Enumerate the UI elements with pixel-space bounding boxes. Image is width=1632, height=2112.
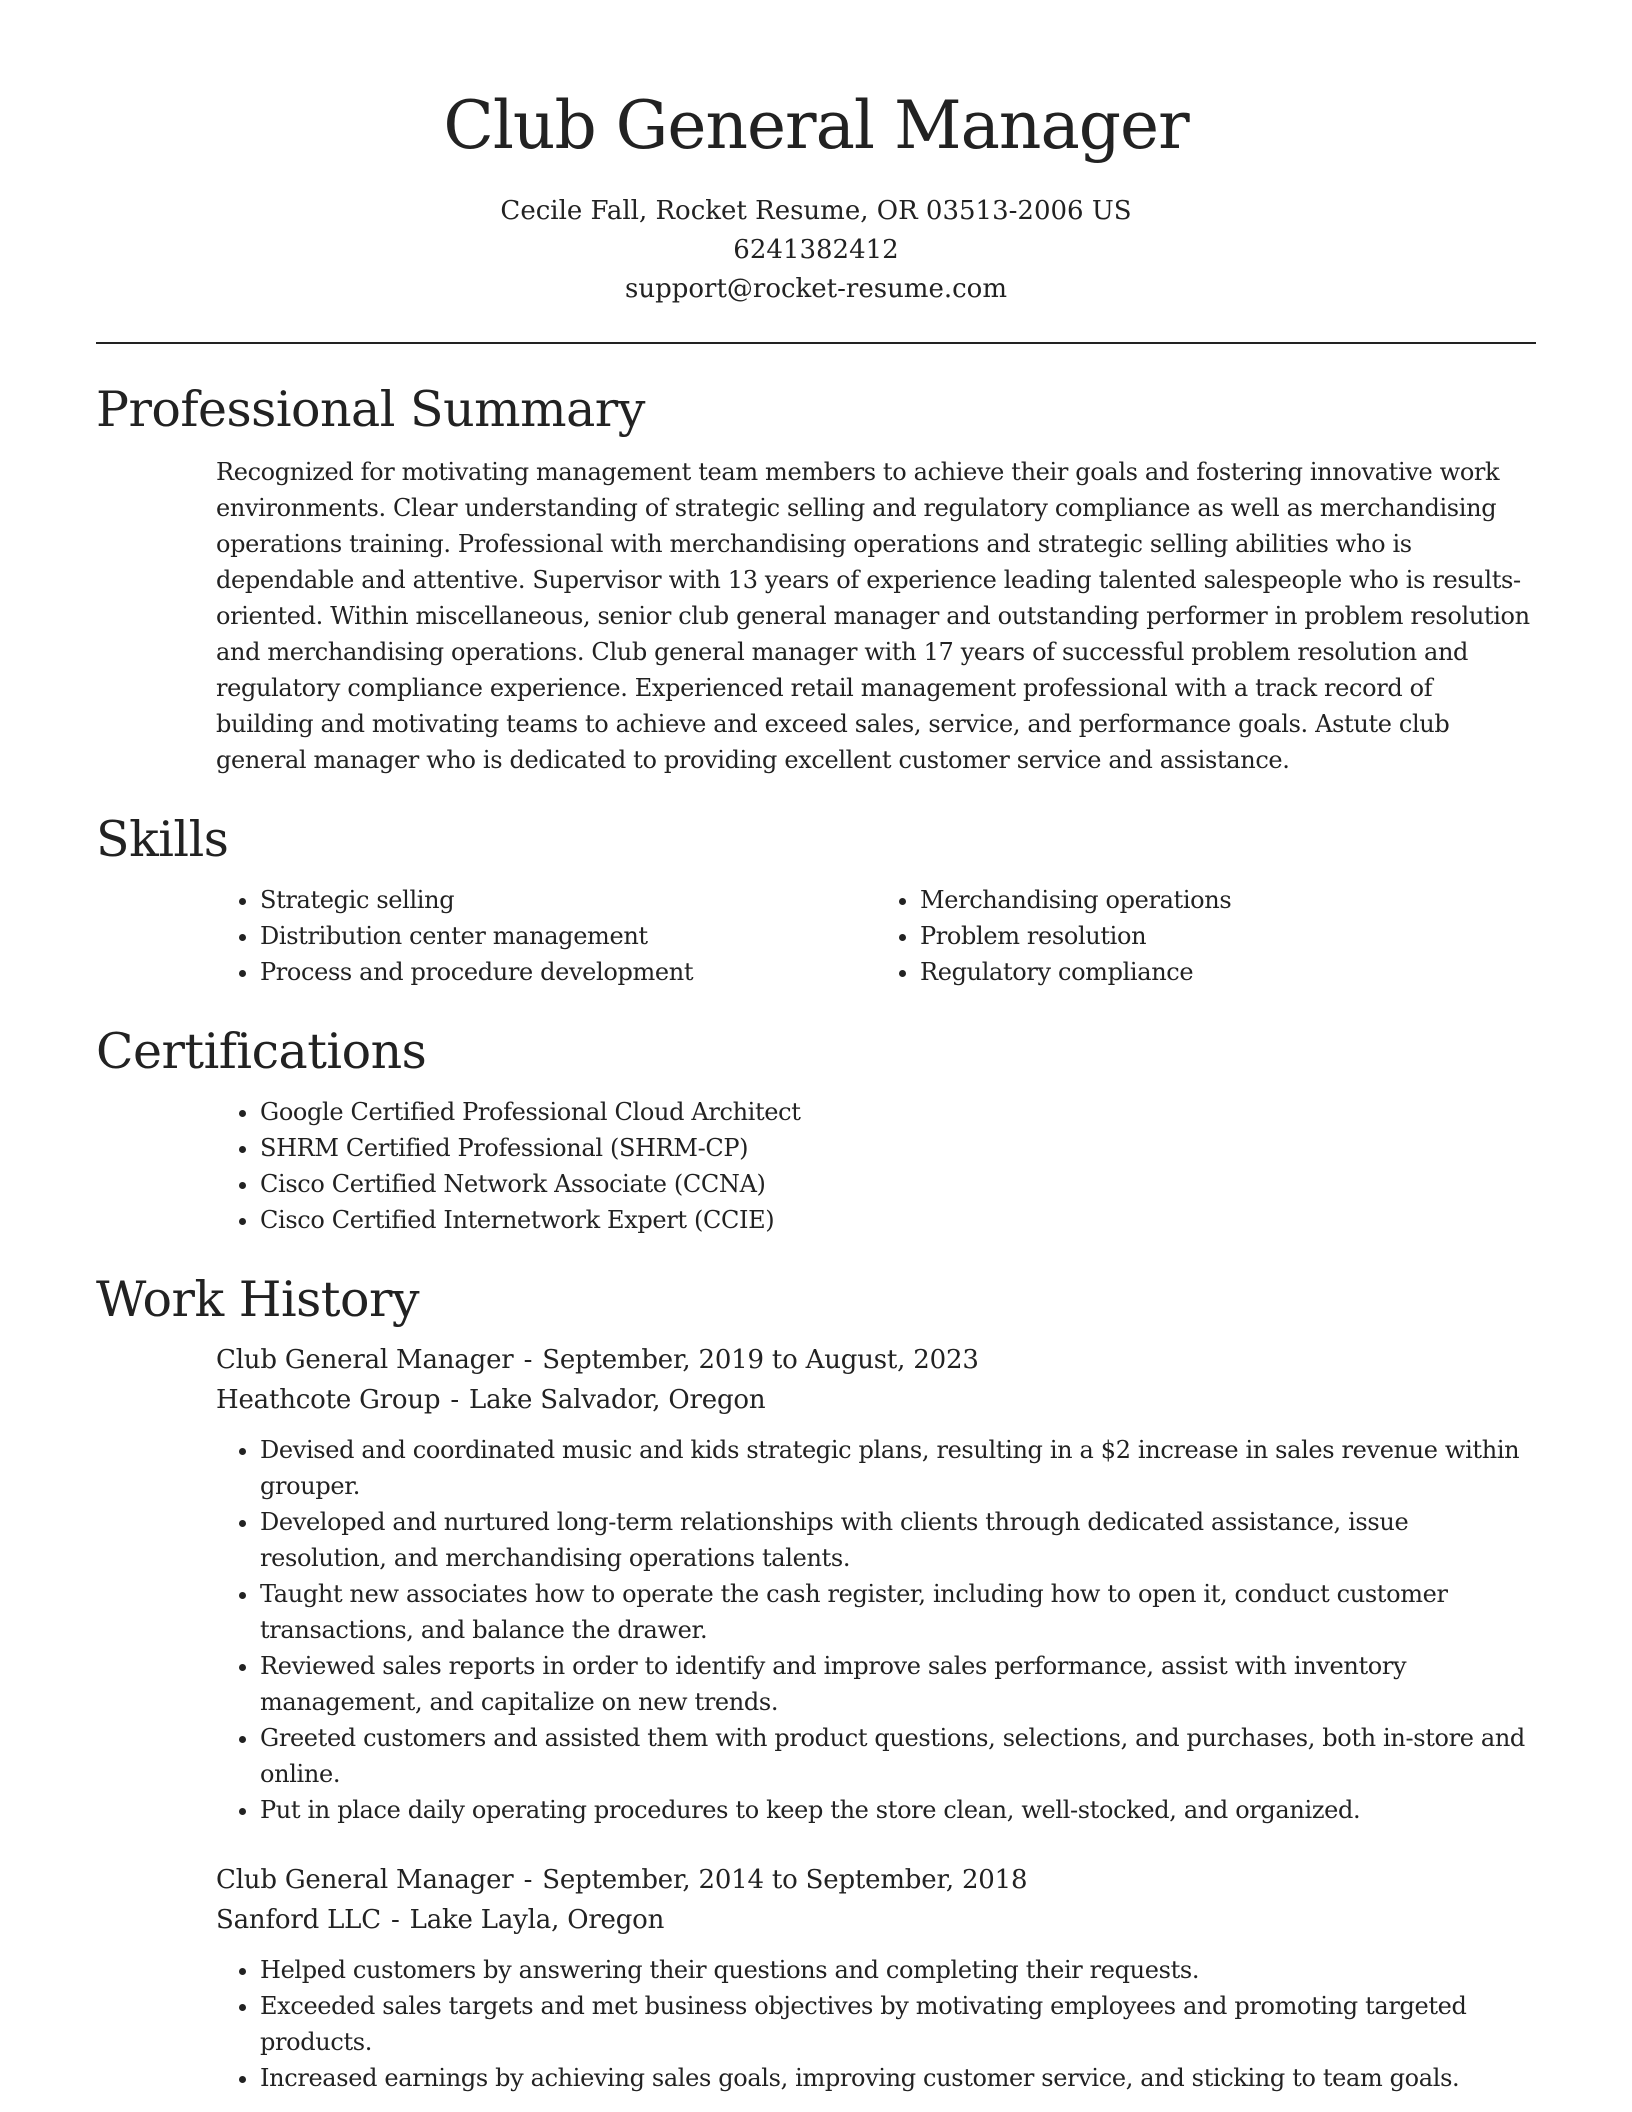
job-bullets	[216, 1432, 1536, 1828]
skill-item: • Process and procedure development	[260, 954, 876, 990]
job-bullet: • Greeted customers and assisted them with product questions, selections, and purchases, both in-store and online.	[260, 1720, 1536, 1792]
job-bullet: • Reviewed sales reports in order to identify and improve sales performance, assist with inventory management, and capitalize on new trends.	[260, 1648, 1536, 1720]
job-separator: -	[382, 1905, 408, 1935]
job-role: Club General Manager	[216, 1345, 514, 1375]
job-bullet: • Developed and nurtured long-term relationships with clients through dedicated assistance, issue resolution, and merchandising operations talents.	[260, 1504, 1536, 1576]
contact-email: support@rocket-resume.com	[624, 274, 1007, 304]
skills-list-left	[216, 882, 876, 990]
job-separator: -	[515, 1865, 541, 1895]
job-company: Sanford LLC	[216, 1905, 381, 1935]
work-history-heading: Work History	[96, 1271, 420, 1328]
certification-item: • Google Certified Professional Cloud Architect	[260, 1094, 1536, 1130]
job-dates: September, 2019 to August, 2023	[542, 1345, 979, 1375]
certification-item: • Cisco Certified Network Associate (CCNA)	[260, 1166, 1536, 1202]
job-company: Heathcote Group	[216, 1385, 441, 1415]
job-bullet: • Increased earnings by achieving sales goals, improving customer service, and sticking to team goals.	[260, 2060, 1536, 2096]
job-location: Lake Layla, Oregon	[409, 1905, 665, 1935]
job-bullet: • Put in place daily operating procedures to keep the store clean, well-stocked, and organized.	[260, 1792, 1536, 1828]
job-title-line	[216, 1860, 1536, 1900]
skills-grid	[216, 882, 1536, 990]
certifications-section	[96, 1022, 1536, 1238]
job-title-line	[216, 1340, 1536, 1380]
summary-section	[96, 380, 1536, 778]
resume-header	[0, 0, 1632, 309]
job-bullet: • Exceeded sales targets and met business objectives by motivating employees and promoting targeted products.	[260, 1988, 1536, 2060]
job-location: Lake Salvador, Oregon	[469, 1385, 766, 1415]
job-role: Club General Manager	[216, 1865, 514, 1895]
skill-item: • Problem resolution	[920, 918, 1536, 954]
header-divider	[96, 342, 1536, 344]
skill-item: • Strategic selling	[260, 882, 876, 918]
certification-item: • SHRM Certified Professional (SHRM-CP)	[260, 1130, 1536, 1166]
job-entry	[216, 1860, 1536, 2096]
work-history-section	[96, 1270, 1536, 2096]
skill-item: • Merchandising operations	[920, 882, 1536, 918]
certification-item: • Cisco Certified Internetwork Expert (CCIE)	[260, 1202, 1536, 1238]
summary-heading: Professional Summary	[96, 381, 645, 438]
summary-text: Recognized for motivating management team members to achieve their goals and fostering innovative work environments. Clear understanding of strategic selling and regulatory compliance as well as merchandising operations training. Professional with merchandising operations and strategic selling abilities who is dependable and attentive. Supervisor with 13 years of experience leading talented salespeople who is results-oriented. Within miscellaneous, senior club general manager and outstanding performer in problem resolution and merchandising operations. Club general manager with 17 years of successful problem resolution and regulatory compliance experience. Experienced retail management professional with a track record of building and motivating teams to achieve and exceed sales, service, and performance goals. Astute club general manager who is dedicated to providing excellent customer service and assistance.	[216, 458, 1530, 774]
certifications-list	[216, 1094, 1536, 1238]
contact-phone: 6241382412	[733, 235, 899, 265]
job-bullet: • Devised and coordinated music and kids strategic plans, resulting in a $2 increase in sales revenue within grouper.	[260, 1432, 1536, 1504]
skills-heading: Skills	[96, 811, 229, 868]
certifications-heading: Certifications	[96, 1023, 427, 1080]
job-separator: -	[442, 1385, 468, 1415]
skills-list-right	[876, 882, 1536, 990]
contact-address: Cecile Fall, Rocket Resume, OR 03513-2006 US	[500, 196, 1132, 226]
resume-title: Club General Manager	[443, 87, 1189, 164]
job-entry	[216, 1340, 1536, 1828]
skill-item: • Distribution center management	[260, 918, 876, 954]
job-bullets	[216, 1952, 1536, 2096]
job-bullet: • Helped customers by answering their questions and completing their requests.	[260, 1952, 1536, 1988]
job-company-line	[216, 1380, 1536, 1420]
job-dates: September, 2014 to September, 2018	[542, 1865, 1028, 1895]
job-bullet: • Taught new associates how to operate the cash register, including how to open it, conduct customer transactions, and balance the drawer.	[260, 1576, 1536, 1648]
skill-item: • Regulatory compliance	[920, 954, 1536, 990]
contact-info	[0, 192, 1632, 309]
job-separator: -	[515, 1345, 541, 1375]
skills-section	[96, 810, 1536, 990]
job-company-line	[216, 1900, 1536, 1940]
